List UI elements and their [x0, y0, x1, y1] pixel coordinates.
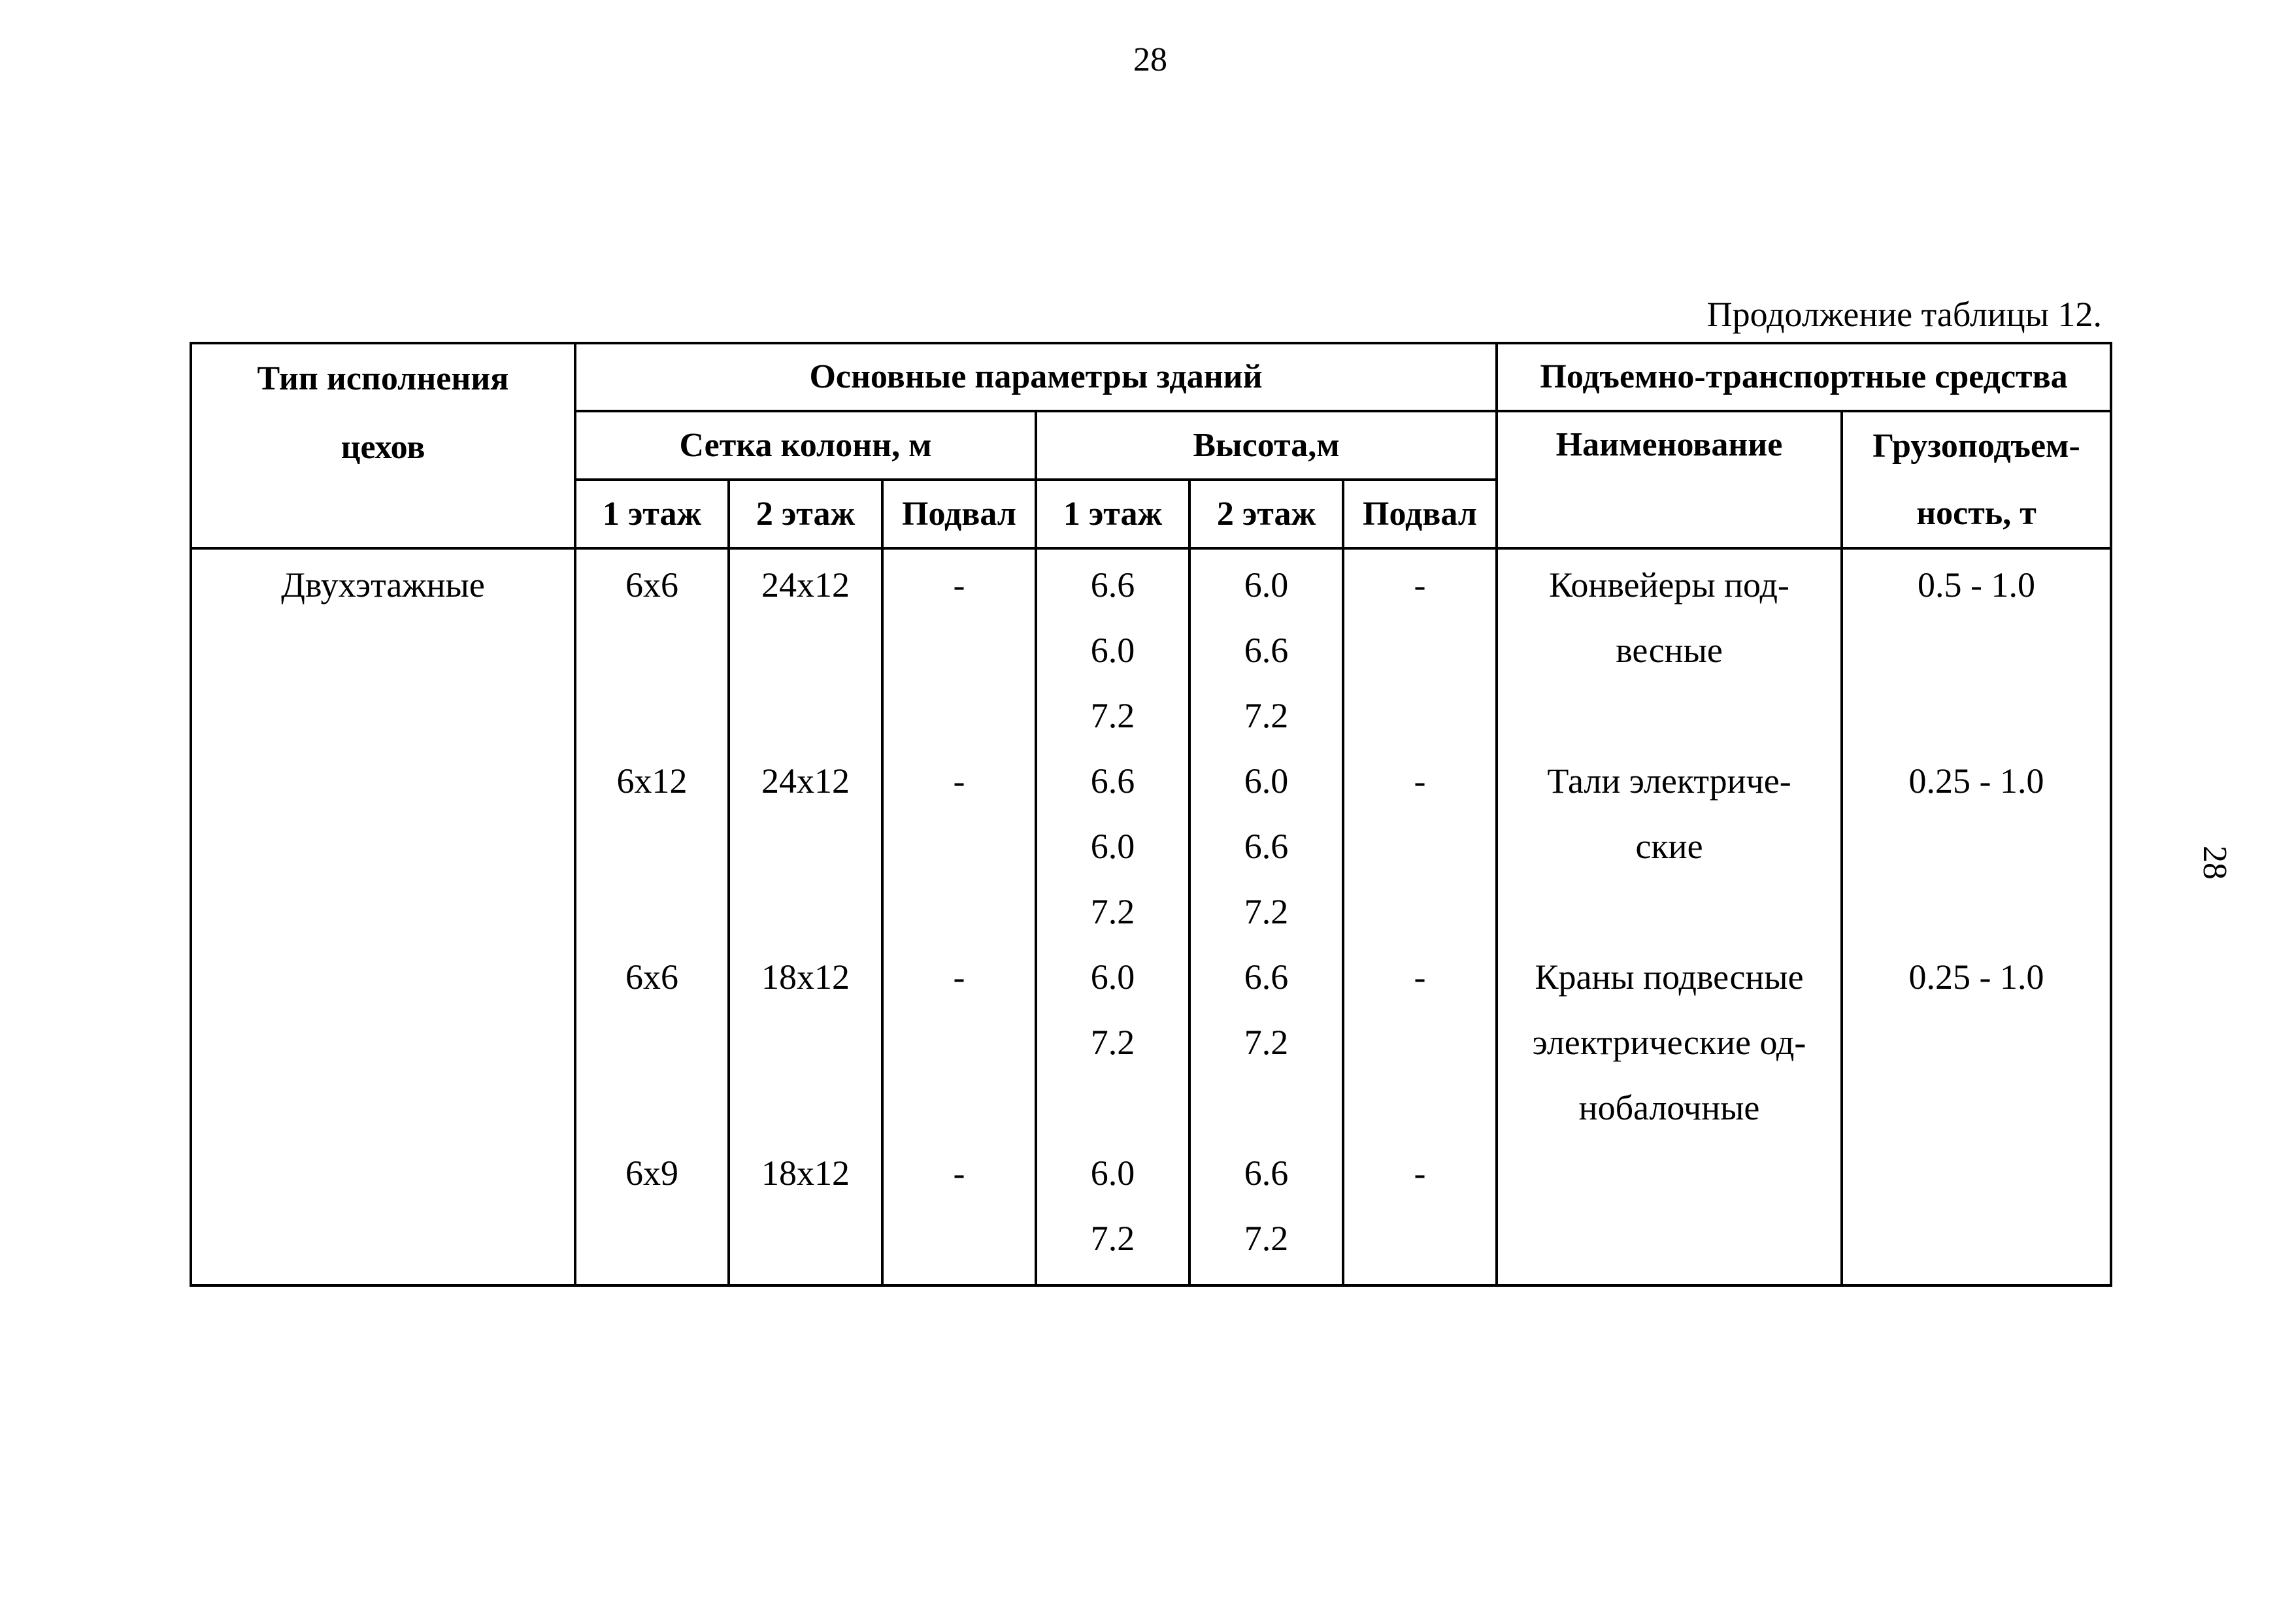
height-floor2-cell: [1189, 548, 1343, 1285]
cell-line: -: [1414, 565, 1426, 605]
cell-line: 6.6: [1090, 565, 1135, 605]
grid-floor2-cell: [729, 548, 882, 1285]
cell-line: [1344, 814, 1495, 879]
cell-line: -: [1414, 1153, 1426, 1193]
cell-line: 0.5 - 1.0: [1918, 565, 2035, 605]
cell-line: 6.6: [1244, 957, 1289, 997]
cell-line: [192, 814, 574, 879]
cell-line: [192, 1140, 574, 1206]
cell-line: [1344, 683, 1495, 748]
cell-line: -: [953, 1153, 965, 1193]
cell-line: [884, 814, 1035, 879]
cell-line: 6х6: [625, 565, 678, 605]
cell-line: -: [953, 761, 965, 801]
cell-line: [730, 618, 881, 683]
cell-line: -: [953, 957, 965, 997]
header-type-line2: цехов: [341, 429, 425, 466]
type-cell: [191, 548, 575, 1285]
cell-line: 6.0: [1090, 1153, 1135, 1193]
cell-line: [576, 1010, 727, 1075]
height-floor1-cell: [1036, 548, 1189, 1285]
cell-line: [1498, 1206, 1840, 1271]
cell-line: [1344, 1206, 1495, 1271]
cell-line: [192, 944, 574, 1010]
header-height: Высота,м: [1036, 411, 1497, 480]
page-number-side: 28: [2196, 846, 2233, 880]
header-type: [191, 343, 575, 548]
cell-line: [1344, 879, 1495, 944]
cell-line: [192, 1206, 574, 1271]
header-grid-floor2: 2 этаж: [729, 480, 882, 548]
cell-line: 6х9: [625, 1153, 678, 1193]
cell-line: [884, 683, 1035, 748]
cell-line: Конвейеры под-: [1549, 565, 1789, 605]
cell-line: [192, 1075, 574, 1140]
cell-line: [1843, 1010, 2110, 1075]
cell-line: [192, 1010, 574, 1075]
cell-line: Двухэтажные: [281, 565, 485, 605]
cell-line: [576, 1206, 727, 1271]
header-grid-basement: Подвал: [882, 480, 1036, 548]
cell-line: 6.0: [1090, 631, 1135, 670]
header-grid-floor1: 1 этаж: [575, 480, 729, 548]
cell-line: 7.2: [1244, 1219, 1289, 1258]
cell-line: [1344, 1010, 1495, 1075]
cell-line: [884, 1206, 1035, 1271]
cell-line: [1843, 814, 2110, 879]
cell-line: 7.2: [1090, 696, 1135, 735]
cell-line: 7.2: [1244, 696, 1289, 735]
cell-line: 7.2: [1090, 892, 1135, 931]
cell-line: 6.6: [1244, 631, 1289, 670]
table-continuation-label: Продолжение таблицы 12.: [1706, 295, 2102, 334]
cell-line: 7.2: [1244, 1023, 1289, 1062]
cell-line: 24х12: [761, 565, 850, 605]
capacity-cell: [1842, 548, 2111, 1285]
cell-line: 6.0: [1090, 957, 1135, 997]
header-building-params: Основные параметры зданий: [575, 343, 1497, 411]
cell-line: 6.0: [1244, 761, 1289, 801]
height-basement-cell: [1343, 548, 1497, 1285]
cell-line: [192, 618, 574, 683]
cell-line: [884, 1010, 1035, 1075]
cell-line: [1843, 1140, 2110, 1206]
cell-line: 24х12: [761, 761, 850, 801]
header-lifting-transport: Подъемно-транспортные средства: [1497, 343, 2111, 411]
cell-line: 6.6: [1244, 1153, 1289, 1193]
header-type-line1: Тип исполнения: [257, 360, 509, 397]
cell-line: [1843, 683, 2110, 748]
equipment-name-cell: [1497, 548, 1842, 1285]
cell-line: [884, 1075, 1035, 1140]
cell-line: 18х12: [761, 1153, 850, 1193]
cell-line: 18х12: [761, 957, 850, 997]
cell-line: 7.2: [1090, 1023, 1135, 1062]
cell-line: Тали электриче-: [1547, 761, 1791, 801]
cell-line: -: [953, 565, 965, 605]
cell-line: нобалочные: [1578, 1088, 1760, 1127]
cell-line: [192, 879, 574, 944]
header-capacity-line2: ность, т: [1916, 495, 2036, 532]
page-number: 28: [1133, 41, 1167, 78]
cell-line: 6х12: [616, 761, 688, 801]
cell-line: 6х6: [625, 957, 678, 997]
cell-line: 6.6: [1244, 827, 1289, 866]
cell-line: [576, 1075, 727, 1140]
header-height-floor2: 2 этаж: [1189, 480, 1343, 548]
cell-line: 6.0: [1090, 827, 1135, 866]
cell-line: [576, 814, 727, 879]
cell-line: -: [1414, 761, 1426, 801]
grid-basement-cell: [882, 548, 1036, 1285]
cell-line: [1498, 683, 1840, 748]
cell-line: [1344, 618, 1495, 683]
cell-line: ские: [1635, 827, 1703, 866]
cell-line: [730, 1010, 881, 1075]
cell-line: 6.6: [1090, 761, 1135, 801]
cell-line: [884, 879, 1035, 944]
cell-line: [1344, 1075, 1495, 1140]
cell-line: [730, 814, 881, 879]
cell-line: [1843, 1075, 2110, 1140]
cell-line: Краны подвесные: [1535, 957, 1804, 997]
cell-line: [576, 879, 727, 944]
header-capacity: [1842, 411, 2111, 548]
cell-line: [730, 1206, 881, 1271]
cell-line: [730, 683, 881, 748]
cell-line: [1498, 879, 1840, 944]
cell-line: [192, 683, 574, 748]
cell-line: [576, 618, 727, 683]
cell-line: [730, 1075, 881, 1140]
cell-line: [576, 683, 727, 748]
cell-line: [730, 879, 881, 944]
cell-line: [1843, 1206, 2110, 1271]
grid-floor1-cell: [575, 548, 729, 1285]
cell-line: [884, 618, 1035, 683]
header-name: Наименование: [1497, 411, 1842, 548]
cell-line: [192, 748, 574, 814]
cell-line: [1037, 1075, 1188, 1140]
cell-line: [1843, 879, 2110, 944]
cell-line: [1843, 618, 2110, 683]
cell-line: 0.25 - 1.0: [1908, 957, 2044, 997]
header-height-floor1: 1 этаж: [1036, 480, 1189, 548]
header-height-basement: Подвал: [1343, 480, 1497, 548]
cell-line: электрические од-: [1532, 1023, 1806, 1062]
cell-line: весные: [1616, 631, 1723, 670]
cell-line: 7.2: [1090, 1219, 1135, 1258]
cell-line: 6.0: [1244, 565, 1289, 605]
cell-line: 0.25 - 1.0: [1908, 761, 2044, 801]
header-capacity-line1: Грузоподъем-: [1872, 427, 2080, 465]
cell-line: -: [1414, 957, 1426, 997]
cell-line: [1191, 1075, 1342, 1140]
header-column-grid: Сетка колонн, м: [575, 411, 1036, 480]
cell-line: [1498, 1140, 1840, 1206]
table-row: [191, 548, 2111, 1285]
equipment-table: [190, 342, 2112, 1287]
cell-line: 7.2: [1244, 892, 1289, 931]
